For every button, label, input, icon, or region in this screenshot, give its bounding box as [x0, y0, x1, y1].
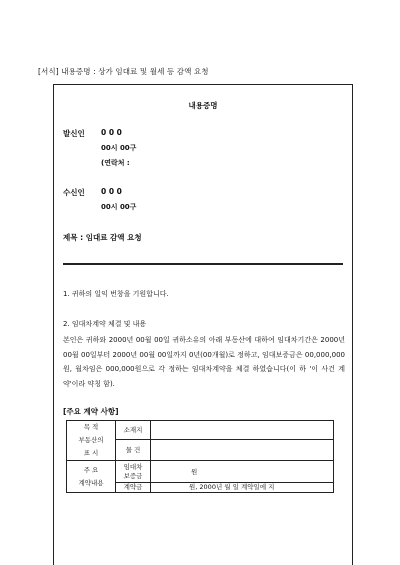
contract-terms-table	[66, 420, 334, 493]
deposit-value: 원	[151, 461, 334, 483]
document-caption: [서식] 내용증명 : 상가 임대료 및 월세 등 감액 요청	[38, 67, 209, 76]
table-heading: [주요 계약 사항]	[63, 407, 119, 416]
location-value-cell	[151, 421, 334, 440]
property-category-line: 표 시	[83, 449, 99, 457]
separator-double-line	[63, 263, 343, 265]
recipient-label: 수신인	[63, 188, 85, 197]
sender-name: 0 0 0	[101, 128, 122, 137]
contract-category-cell	[67, 461, 116, 493]
price-value: 원, 2000년 월 일 계약일에 지	[151, 483, 334, 493]
sender-label: 발신인	[63, 129, 85, 138]
deposit-label-line: 보증금	[123, 471, 143, 480]
recipient-address: 00시 00구	[101, 203, 137, 211]
sender-address: 00시 00구	[101, 144, 137, 152]
location-label: 소재지	[116, 421, 151, 440]
paragraph-greeting: 1. 귀하의 일익 번창을 기원합니다.	[63, 290, 169, 298]
deposit-label-cell	[116, 461, 151, 483]
recipient-name: 0 0 0	[101, 187, 122, 196]
property-category-line: 부동산의	[78, 436, 104, 444]
deposit-label-line: 임대차	[123, 462, 143, 471]
paragraph-contract-body: 본인은 귀하와 2000년 00월 00일 귀하소유의 아래 부동산에 대하여 임대차기간은 2000년 00월 00일부터 2000년 00월 00일까지 0년(00개월)로 정하고, 임대보증금은 00,000,000원, 월차임은 000,000원으로 각 정하는 임대차계약을 체결 하였습니다(이 하 '이 사건 계약'이라 약칭 함).	[63, 336, 345, 388]
contract-category-line: 주 요	[83, 465, 99, 474]
document-title: 내용증명	[188, 101, 218, 110]
price-label: 계약금	[116, 483, 151, 493]
subject-line: 제목 : 임대료 감액 요청	[63, 233, 142, 242]
property-category-line: 목 적	[83, 423, 99, 431]
object-value-cell	[151, 439, 334, 460]
property-category-cell	[67, 421, 116, 461]
paragraph-contract-heading: 2. 임대차계약 체결 및 내용	[63, 320, 147, 328]
object-label: 물 건	[116, 439, 151, 460]
contract-category-line: 계약내용	[78, 478, 104, 487]
sender-contact: (연락처 :	[101, 159, 130, 167]
